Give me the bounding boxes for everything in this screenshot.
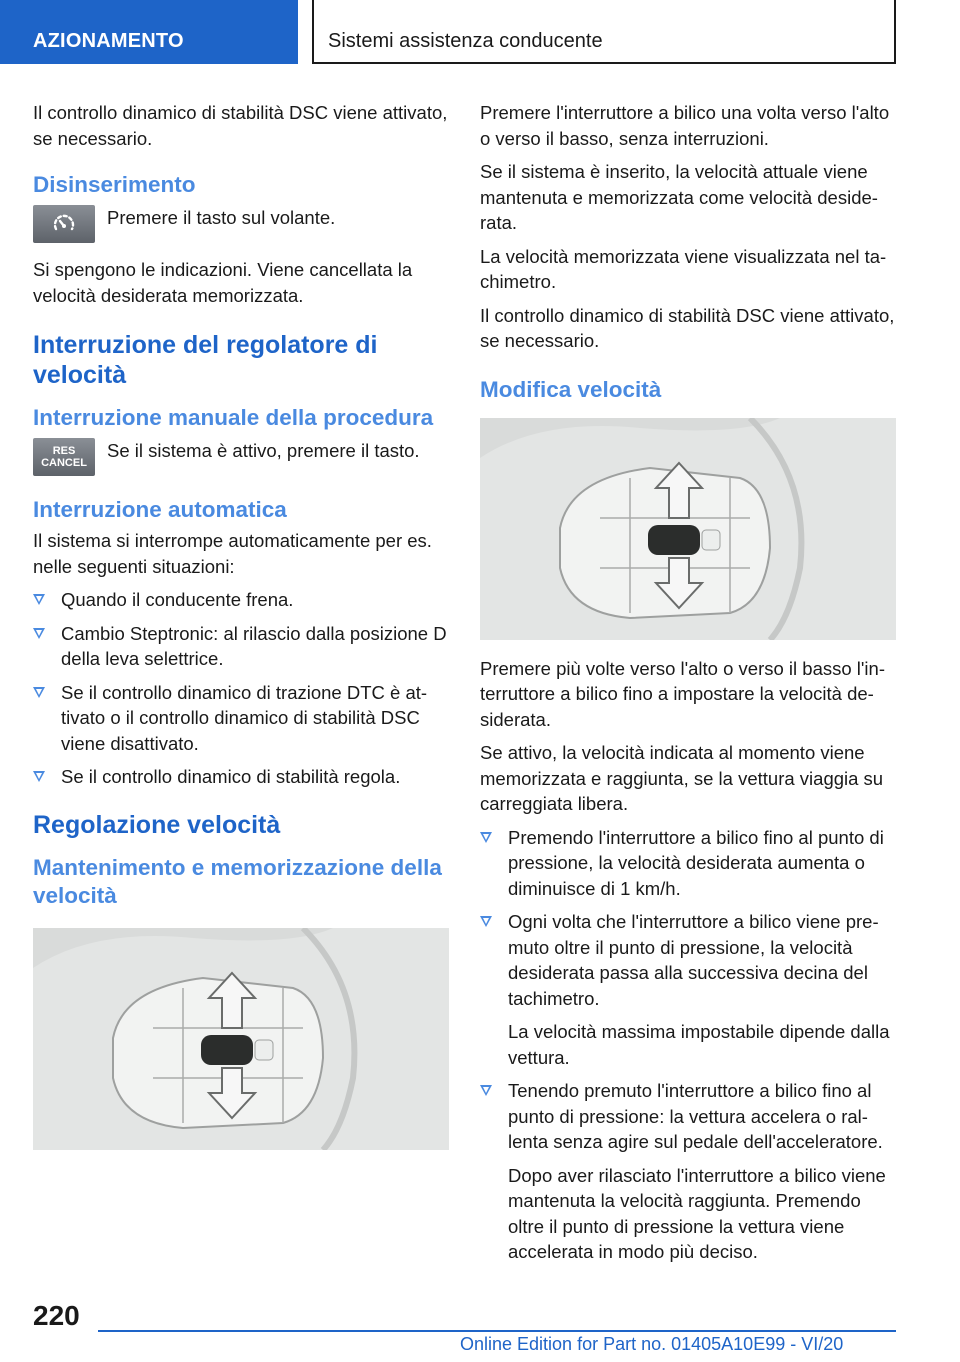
heading-manuale: Interruzione manuale della procedura [33, 405, 434, 430]
triangle-bullet-icon [480, 832, 492, 843]
triangle-bullet-icon [33, 771, 45, 782]
list-item: Cambio Steptronic: al rilascio dalla posizione D della leva selettrice. [33, 621, 449, 672]
left-column [33, 100, 449, 1150]
list-item: Tenendo premuto l'interruttore a bilico fino al punto di pressione: la vettura accelera o rallenta senza agire sul pedale dell'acceleratore. Dopo aver rilasciato l'interruttore a bilico viene mantenuta la velocità raggiunta. Premendo oltre il punto di pressione la vettura viene accelerata in modo più deciso. [480, 1078, 896, 1265]
heading-mantenimento: Mantenimento e memorizzazione della velocità [33, 854, 442, 908]
page-number: 220 [33, 1300, 80, 1331]
footer-divider [98, 1330, 896, 1332]
res-cancel-button-icon [33, 438, 95, 476]
disinserimento-row [33, 205, 449, 243]
right-paragraph-6: Se attivo, la velocità indicata al momento viene memorizzata e raggiunta, se la vettura viaggia su carreggiata libera. [480, 742, 884, 814]
right-column [480, 100, 896, 1275]
heading-disinserimento: Disinserimento [33, 172, 196, 197]
list-item: Se il controllo dinamico di trazione DTC è attivato o il controllo dinamico di stabilità DSC viene disattivato. [33, 680, 449, 757]
triangle-bullet-icon [480, 1085, 492, 1096]
triangle-bullet-icon [480, 916, 492, 927]
manuale-text: Se il sistema è attivo, premere il tasto. [107, 440, 420, 461]
right-paragraph-3: La velocità memorizzata viene visualizzata nel tachimetro. [480, 245, 887, 292]
steering-wheel-rocker-image [33, 928, 449, 1150]
list-item-note: La velocità massima impostabile dipende dalla vettura. [508, 1021, 890, 1068]
right-paragraph-4: Il controllo dinamico di stabilità DSC viene attivato, se necessario. [480, 304, 895, 351]
triangle-bullet-icon [33, 628, 45, 639]
right-paragraph-5: Premere più volte verso l'alto o verso il basso l'interruttore a bilico fino a impostare la velocità desiderata. [480, 657, 885, 730]
modifica-list [480, 825, 896, 1265]
header-chapter-label: Sistemi assistenza conducente [328, 30, 603, 52]
right-paragraph-2: Se il sistema è inserito, la velocità attuale viene mantenuta e memorizzata come velocità desiderata. [480, 161, 878, 233]
automatica-text: Il sistema si interrompe automaticamente per es. nelle seguenti situazioni: [33, 530, 432, 577]
triangle-bullet-icon [33, 687, 45, 698]
automatica-list [33, 587, 449, 790]
list-item: Se il controllo dinamico di stabilità regola. [33, 764, 449, 790]
steering-wheel-rocker-image-2 [480, 418, 896, 640]
list-item: Premendo l'interruttore a bilico fino al punto di pressione, la velocità desiderata aumenta o diminuisce di 1 km/h. [480, 825, 896, 902]
res-cancel-label: RES CANCEL [41, 445, 87, 469]
heading-interruzione: Interruzione del regolatore di velocità [33, 331, 378, 389]
footer-edition: Online Edition for Part no. 01405A10E99 - VI/20 [460, 1334, 844, 1354]
intro-paragraph: Il controllo dinamico di stabilità DSC viene attivato, se necessario. [33, 102, 448, 149]
cruise-control-off-icon [33, 205, 95, 243]
list-item-note: Dopo aver rilasciato l'interruttore a bilico viene mantenuta la velocità raggiunta. Premendo oltre il punto di pressione la vettura viene accelerata in modo più deciso. [508, 1164, 886, 1262]
triangle-bullet-icon [33, 594, 45, 605]
heading-regolazione: Regolazione velocità [33, 810, 281, 839]
manuale-row [33, 438, 449, 476]
disinserimento-text: Premere il tasto sul volante. [107, 207, 336, 228]
right-paragraph-1: Premere l'interruttore a bilico una volta verso l'alto o verso il basso, senza interruzioni. [480, 102, 890, 149]
header-chapter-box [312, 0, 896, 64]
heading-modifica: Modifica velocità [480, 376, 662, 402]
list-item: Ogni volta che l'interruttore a bilico viene premuto oltre il punto di pressione, la velocità desiderata passa alla successiva decina del tachimetro. La velocità massima impostabile dipende dalla vettura. [480, 909, 896, 1070]
header-section-tab [0, 0, 298, 64]
heading-automatica: Interruzione automatica [33, 497, 287, 522]
list-item: Quando il conducente frena. [33, 587, 449, 613]
disinserimento-text-2: Si spengono le indicazioni. Viene cancellata la velocità desiderata memorizzata. [33, 259, 413, 306]
header-section-label: AZIONAMENTO [33, 30, 184, 52]
